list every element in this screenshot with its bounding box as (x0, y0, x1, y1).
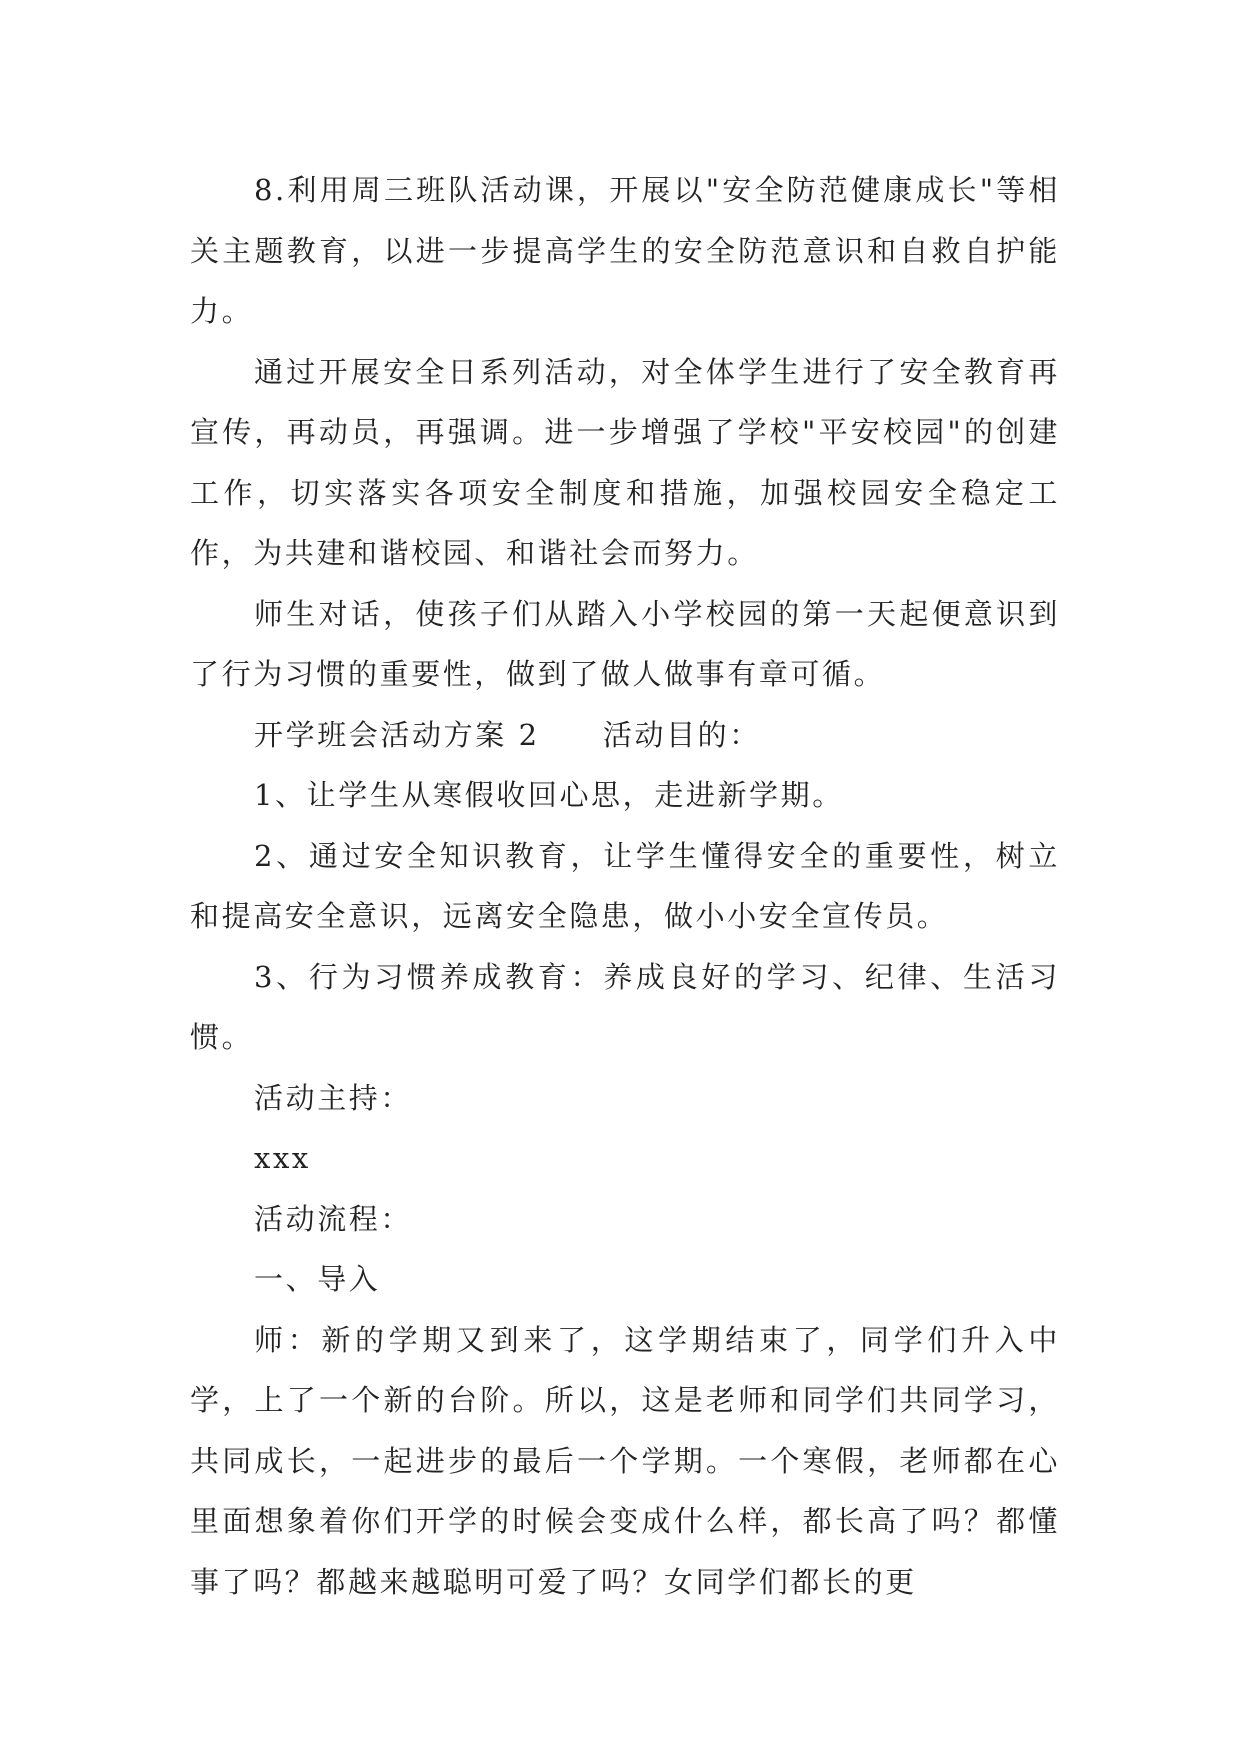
goal-item-3: 3、行为习惯养成教育：养成良好的学习、纪律、生活习惯。 (190, 959, 1060, 1054)
document-body (190, 160, 1060, 1612)
goal-item-1: 1、让学生从寒假收回心思，走进新学期。 (254, 778, 844, 812)
section-heading-plan-2: 开学班会活动方案 2 活动目的： (254, 717, 761, 752)
paragraph-safety-theme-education: 8.利用周三班队活动课，开展以"安全防范健康成长"等相关主题教育，以进一步提高学生的安全防范意识和自救自护能力。 (190, 173, 1060, 328)
paragraph-teacher-student-dialogue: 师生对话，使孩子们从踏入小学校园的第一天起便意识到了行为习惯的重要性，做到了做人做事有章可循。 (190, 596, 1060, 691)
goal-item-2: 2、通过安全知识教育，让学生懂得安全的重要性，树立和提高安全意识，远离安全隐患，做小小安全宣传员。 (190, 838, 1060, 933)
host-label: 活动主持： (254, 1080, 413, 1115)
paragraph-teacher-intro-speech: 师：新的学期又到来了，这学期结束了，同学们升入中学，上了一个新的台阶。所以，这是老师和同学们共同学习，共同成长，一起进步的最后一个学期。一个寒假，老师都在心里面想象着你们开学的时候会变成什么样，都长高了吗？都懂事了吗？都越来越聪明可爱了吗？女同学们都长的更 (190, 1322, 1060, 1599)
process-label: 活动流程： (254, 1201, 413, 1236)
process-step-intro-heading: 一、导入 (254, 1262, 381, 1296)
host-name: xxx (254, 1141, 311, 1175)
paragraph-safety-day-summary: 通过开展安全日系列活动，对全体学生进行了安全教育再宣传，再动员，再强调。进一步增强了学校"平安校园"的创建工作，切实落实各项安全制度和措施，加强校园安全稳定工作，为共建和谐校园、和谐社会而努力。 (190, 354, 1060, 570)
